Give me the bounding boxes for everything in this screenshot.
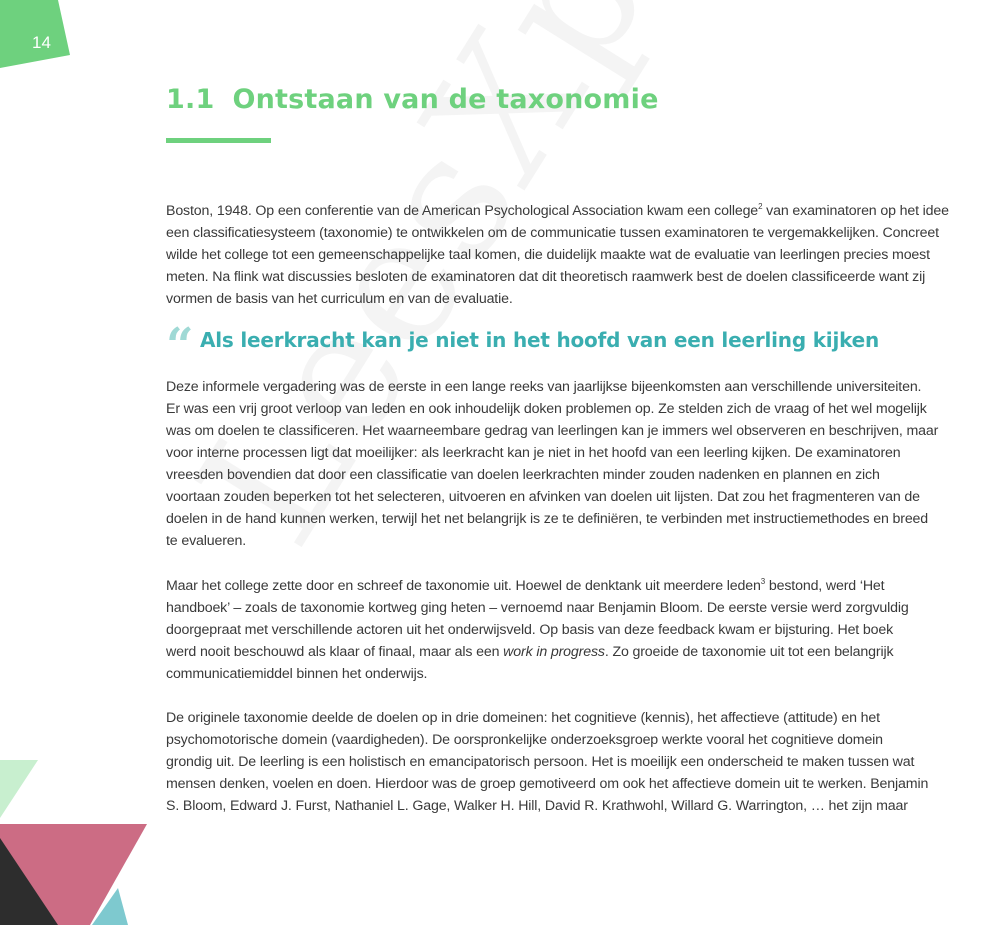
text-line: psychomotorische domein (vaardigheden). De oorspronkelijke onderzoeksgroep werkte vooral het cognitieve domein — [166, 732, 883, 748]
pull-quote: Als leerkracht kan je niet in het hoofd van een leerling kijken — [200, 328, 880, 352]
text-line: te evalueren. — [166, 533, 247, 549]
footnote-ref: 2 — [758, 202, 763, 211]
section-title: Ontstaan van de taxonomie — [232, 84, 659, 115]
text-line: Er was een vrij groot verloop van leden en ook inhoudelijk doken problemen op. Ze stelden zich de vraag of het wel mogelijk — [166, 401, 927, 417]
section-number: 1.1 — [166, 84, 215, 115]
text-line: S. Bloom, Edward J. Furst, Nathaniel L. Gage, Walker H. Hill, David R. Krathwohl, Willard G. Warrington, … het zijn maar — [166, 798, 908, 814]
footnote-ref: 3 — [760, 577, 766, 586]
text-line: wilde het college tot een gemeenschappelijke taal komen, die duidelijk maakte wat de evaluatie van leerlingen precies moest — [166, 247, 930, 263]
text-line: communicatiemiddel binnen het onderwijs. — [166, 666, 428, 682]
text-line: Maar het college zette door en schreef de taxonomie uit. Hoewel de denktank uit meerdere leden$^3$ bestond, werd ‘Het — [166, 577, 885, 594]
text-line: voor interne processen ligt dat moeilijker: als leerkracht kan je niet in het hoofd van een leerling kijken. De examinatoren — [166, 445, 901, 461]
quote-mark-icon: “ — [166, 318, 194, 374]
section-heading — [166, 84, 659, 115]
text-line: Boston, 1948. Op een conferentie van de American Psychological Association kwam een college$^2$ van examinatoren op het idee — [166, 202, 949, 219]
text-line: was om doelen te classificeren. Het waarneembare gedrag van leerlingen kan je immers wel observeren en beschrijven, maar — [166, 423, 939, 439]
text-line: doelen in de hand kunnen werken, terwijl het net belangrijk is ze te definiëren, te verbinden met instructiemethodes en breed — [166, 511, 929, 527]
text-line: handboek’ – zoals de taxonomie kortweg ging heten – vernoemd naar Benjamin Bloom. De eerste versie werd zorgvuldig — [166, 600, 909, 616]
emphasis: work in progress — [503, 644, 605, 660]
text-line: werd nooit beschouwd als klaar of finaal, maar als een work in progress. Zo groeide de taxonomie uit tot een belangrijk — [166, 644, 894, 660]
text-line: mensen denken, voelen en doen. Hierdoor was de groep gemotiveerd om ook het affectieve domein uit te werken. Benjamin — [166, 776, 929, 792]
teal-triangle — [92, 888, 128, 925]
paragraph-handbook — [166, 575, 918, 685]
text-line: Deze informele vergadering was de eerste in een lange reeks van jaarlijkse bijeenkomsten aan verschillende universiteiten. — [166, 379, 922, 395]
text-line: vormen de basis van het curriculum en van de evaluatie. — [166, 291, 513, 307]
text-line: vreesden bovendien dat door een classificatie van doelen leerkrachten minder zouden nadenken en plannen en zich — [166, 467, 880, 483]
light-green-triangle — [0, 760, 38, 818]
text-line: De originele taxonomie deelde de doelen op in drie domeinen: het cognitieve (kennis), het affectieve (attitude) en het — [166, 710, 880, 726]
paragraph-intro — [166, 200, 949, 310]
paragraph-domains — [166, 707, 929, 817]
page-number: 14 — [32, 33, 51, 52]
decorative-triangles — [0, 0, 160, 925]
text-line: meten. Na flink wat discussies besloten de examinatoren dat dit theoretisch raamwerk best de doelen classificeerde want zij — [166, 269, 926, 285]
text-line: grondig uit. De leerling is een holistisch en emancipatorisch persoon. Het is moeilijk een onderscheid te maken tussen wat — [166, 754, 915, 770]
text-line: doorgepraat met verschillende actoren uit het onderwijsveld. Op basis van deze feedback kwam er bijsturing. Het boek — [166, 622, 894, 638]
heading-underline — [166, 138, 271, 143]
dark-triangle — [0, 838, 58, 925]
pink-triangle — [0, 824, 147, 925]
text-line: voortaan zouden beperken tot het selecteren, uitvoeren en afvinken van doelen uit lijsten. Dat zou het fragmenteren van de — [166, 489, 920, 505]
paragraph-meetings — [166, 376, 939, 552]
text-line: een classificatiesysteem (taxonomie) te ontwikkelen om de communicatie tussen examinatoren te vergemakkelijken. Concreet — [166, 225, 939, 241]
